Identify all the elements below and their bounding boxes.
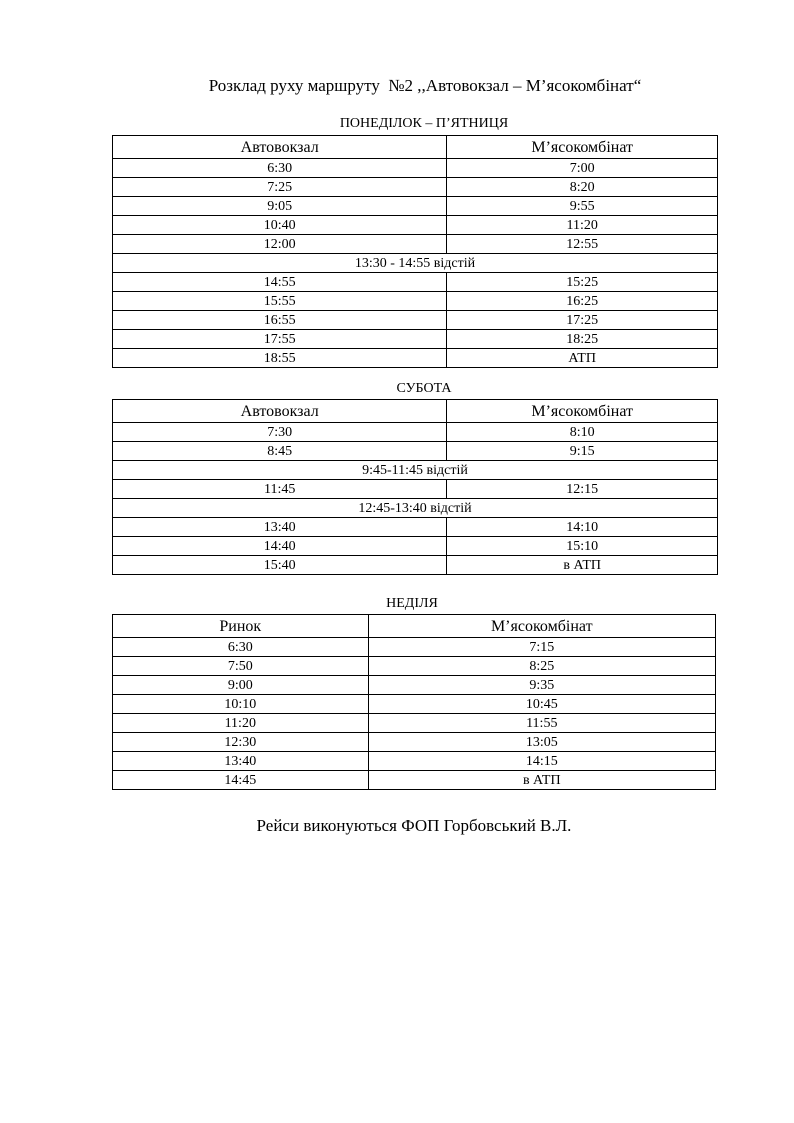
departure-time-cell: 7:25: [113, 178, 447, 197]
arrival-time-cell: 9:15: [447, 442, 718, 461]
table-row: [113, 480, 718, 499]
table-row: [113, 216, 718, 235]
table-row: [113, 676, 716, 695]
departure-time-cell: 11:45: [113, 480, 447, 499]
departure-time-cell: 6:30: [113, 159, 447, 178]
arrival-time-cell: 12:15: [447, 480, 718, 499]
arrival-time-cell: 9:35: [368, 676, 715, 695]
departure-time-cell: 11:20: [113, 714, 369, 733]
departure-time-cell: 10:40: [113, 216, 447, 235]
arrival-time-cell: 14:15: [368, 752, 715, 771]
table-row: [113, 159, 718, 178]
arrival-time-cell: 18:25: [447, 330, 718, 349]
table-header-row: [113, 136, 718, 159]
arrival-time-cell: 12:55: [447, 235, 718, 254]
table-row: [113, 178, 718, 197]
saturday-heading: СУБОТА: [396, 381, 452, 396]
arrival-time-cell: 7:00: [447, 159, 718, 178]
layover-row: [113, 499, 718, 518]
arrival-time-cell: 15:25: [447, 273, 718, 292]
arrival-time-cell: 13:05: [368, 733, 715, 752]
table-row: [113, 537, 718, 556]
arrival-time-cell: в АТП: [447, 556, 718, 575]
page-title: Розклад руху маршруту №2 ,,Автовокзал – М’ясокомбінат“: [208, 76, 642, 95]
table-row: [113, 752, 716, 771]
arrival-time-cell: 9:55: [447, 197, 718, 216]
departure-time-cell: 15:55: [113, 292, 447, 311]
table-row: [113, 714, 716, 733]
table-row: [113, 556, 718, 575]
arrival-time-cell: 16:25: [447, 292, 718, 311]
table-row: [113, 771, 716, 790]
table-row: [113, 235, 718, 254]
table-row: [113, 733, 716, 752]
table-row: [113, 638, 716, 657]
departure-time-cell: 12:30: [113, 733, 369, 752]
arrival-time-cell: АТП: [447, 349, 718, 368]
departure-time-cell: 16:55: [113, 311, 447, 330]
table-header-row: [113, 400, 718, 423]
column-header-departure: Ринок: [113, 615, 369, 638]
departure-time-cell: 8:45: [113, 442, 447, 461]
departure-time-cell: 7:50: [113, 657, 369, 676]
column-header-arrival: М’ясокомбінат: [447, 400, 718, 423]
table-row: [113, 695, 716, 714]
table-row: [113, 349, 718, 368]
column-header-departure: Автовокзал: [113, 136, 447, 159]
departure-time-cell: 12:00: [113, 235, 447, 254]
layover-cell: 13:30 - 14:55 відстій: [113, 254, 718, 273]
arrival-time-cell: 7:15: [368, 638, 715, 657]
arrival-time-cell: 14:10: [447, 518, 718, 537]
departure-time-cell: 9:05: [113, 197, 447, 216]
saturday-table: [112, 399, 718, 575]
column-header-departure: Автовокзал: [113, 400, 447, 423]
layover-cell: 9:45-11:45 відстій: [113, 461, 718, 480]
departure-time-cell: 13:40: [113, 752, 369, 771]
arrival-time-cell: 11:20: [447, 216, 718, 235]
departure-time-cell: 6:30: [113, 638, 369, 657]
departure-time-cell: 18:55: [113, 349, 447, 368]
departure-time-cell: 10:10: [113, 695, 369, 714]
departure-time-cell: 9:00: [113, 676, 369, 695]
arrival-time-cell: 8:25: [368, 657, 715, 676]
table-row: [113, 197, 718, 216]
weekdays-heading: ПОНЕДІЛОК – П’ЯТНИЦЯ: [339, 116, 509, 131]
table-row: [113, 442, 718, 461]
arrival-time-cell: 8:20: [447, 178, 718, 197]
table-row: [113, 657, 716, 676]
column-header-arrival: М’ясокомбінат: [368, 615, 715, 638]
departure-time-cell: 7:30: [113, 423, 447, 442]
table-row: [113, 330, 718, 349]
departure-time-cell: 14:40: [113, 537, 447, 556]
weekdays-table: [112, 135, 718, 368]
table-row: [113, 311, 718, 330]
layover-row: [113, 254, 718, 273]
footer-note: Рейси виконуються ФОП Горбовський В.Л.: [256, 816, 572, 835]
arrival-time-cell: 17:25: [447, 311, 718, 330]
column-header-arrival: М’ясокомбінат: [447, 136, 718, 159]
departure-time-cell: 14:45: [113, 771, 369, 790]
table-row: [113, 423, 718, 442]
table-row: [113, 518, 718, 537]
table-row: [113, 273, 718, 292]
arrival-time-cell: в АТП: [368, 771, 715, 790]
arrival-time-cell: 11:55: [368, 714, 715, 733]
arrival-time-cell: 15:10: [447, 537, 718, 556]
table-header-row: [113, 615, 716, 638]
sunday-rows: [113, 638, 716, 790]
table-row: [113, 292, 718, 311]
arrival-time-cell: 10:45: [368, 695, 715, 714]
departure-time-cell: 13:40: [113, 518, 447, 537]
layover-cell: 12:45-13:40 відстій: [113, 499, 718, 518]
departure-time-cell: 14:55: [113, 273, 447, 292]
departure-time-cell: 15:40: [113, 556, 447, 575]
saturday-rows: [113, 423, 718, 575]
layover-row: [113, 461, 718, 480]
sunday-table: [112, 614, 716, 790]
arrival-time-cell: 8:10: [447, 423, 718, 442]
sunday-heading: НЕДІЛЯ: [386, 596, 438, 611]
departure-time-cell: 17:55: [113, 330, 447, 349]
weekdays-rows: [113, 159, 718, 368]
